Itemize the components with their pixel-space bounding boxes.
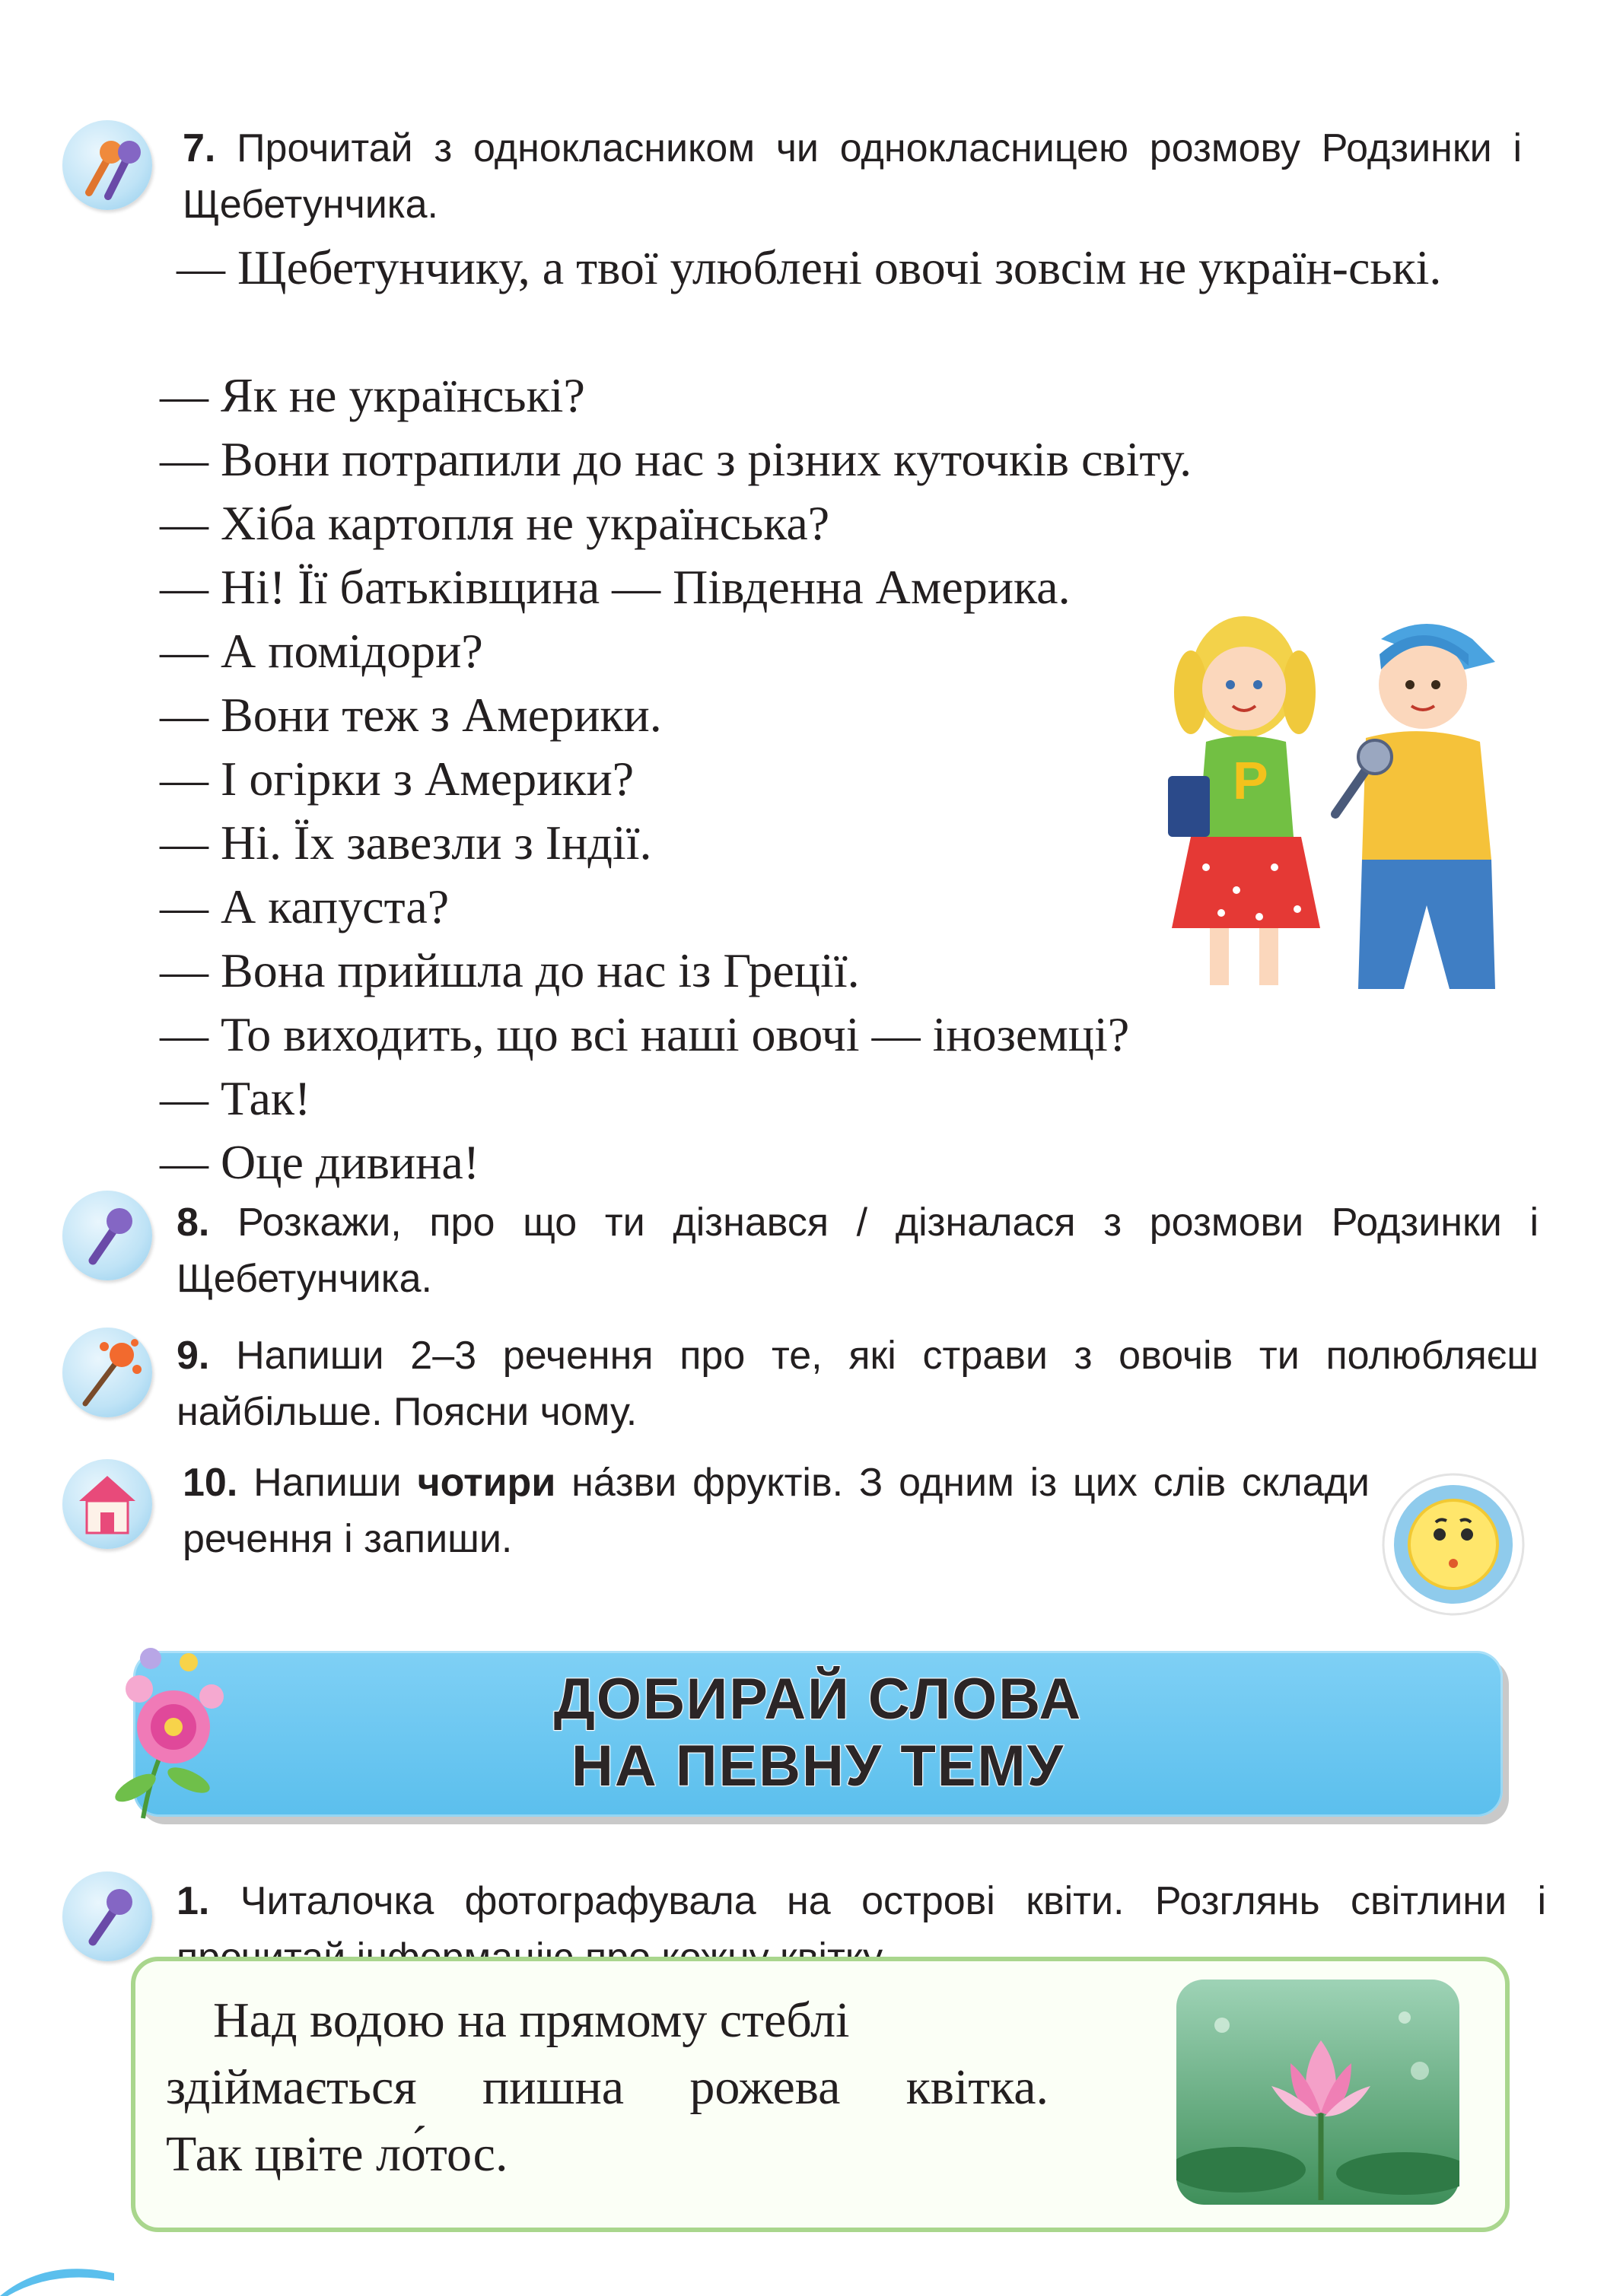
dialog-line: — Ні. Їх завезли з Індії. (160, 816, 652, 870)
task-10-text-before: Напиши (253, 1461, 402, 1505)
task-9-instruction (177, 1328, 1539, 1440)
dialog-first-line: — Щебетунчику, а твої улюблені овочі зовсім не україн-ські. (177, 240, 1442, 294)
dialog-line: — Як не українські? (160, 368, 585, 422)
section-banner (133, 1651, 1503, 1817)
task-9-number: 9. (177, 1334, 210, 1378)
microphone-pair-icon (62, 120, 152, 210)
smiley-face-icon (1381, 1472, 1526, 1617)
task-8-instruction (177, 1194, 1539, 1307)
banner-title-line-1: ДОБИРАЙ СЛОВА (553, 1667, 1083, 1732)
task-1-text: Читалочка фотографувала на острові квіти. Розглянь світлини і (240, 1879, 1546, 1923)
dialog-line: — То виходить, що всі наші овочі — іноземці? (160, 1007, 1130, 1061)
dialog-line: — Хіба картопля не українська? (160, 496, 830, 550)
banner-title-line-2: НА ПЕВНУ ТЕМУ (571, 1734, 1065, 1798)
dialog-line: — Вона прийшла до нас із Греції. (160, 943, 860, 997)
dialog-line: — Вони теж з Америки. (160, 688, 662, 742)
task-7-number: 7. (183, 126, 216, 170)
house-icon (62, 1459, 152, 1549)
dialog-line: — Так! (160, 1071, 311, 1125)
info-line-1: Над водою на прямому стеблі (213, 1992, 850, 2048)
children-with-microphone-illustration (1160, 609, 1510, 997)
lotus-photo (1176, 1980, 1459, 2205)
dialog-line: — А капуста? (160, 879, 450, 933)
task-10-text-bold: чотири (417, 1461, 556, 1505)
info-line-2: здіймається пишна рожева квітка. (166, 2059, 1049, 2115)
flower-bouquet-icon (97, 1636, 250, 1826)
info-box (131, 1957, 1510, 2232)
dialog-line: — Оце дивина! (160, 1135, 480, 1189)
microphone-icon (62, 1871, 152, 1961)
task-10-text-after: на́зви фруктів. З одним із цих слів склади речення і запиши. (183, 1461, 1370, 1561)
dialog-line: — Ні! Її батьківщина — Південна Америка. (160, 560, 1071, 614)
microphone-icon (62, 1191, 152, 1280)
dialog-line: — Вони потрапили до нас з різних куточків світу. (160, 432, 1192, 486)
dialog-line: — І огірки з Америки? (160, 752, 635, 806)
page-corner-decoration (0, 2258, 152, 2296)
task-1-number: 1. (177, 1879, 210, 1923)
task-10-instruction (183, 1455, 1370, 1567)
task-8-text: Розкажи, про що ти дізнався / дізналася з розмови Родзинки і Щебетунчика. (177, 1200, 1539, 1301)
task-7-text: Прочитай з однокласником чи однокласницею розмову Родзинки і Щебетунчика. (183, 126, 1522, 227)
task-7-instruction (183, 120, 1522, 233)
svg-text:P: P (1233, 751, 1268, 810)
task-9-text: Напиши 2–3 речення про те, які страви з овочів ти полюбляєш найбільше. Поясни чому. (177, 1334, 1539, 1434)
task-10-number: 10. (183, 1461, 238, 1505)
info-text (166, 1987, 1049, 2188)
dialog-line: — А помідори? (160, 624, 483, 678)
task-8-number: 8. (177, 1200, 210, 1245)
magic-wand-icon (62, 1328, 152, 1417)
info-line-3: Так цвіте ло́тос. (166, 2126, 508, 2182)
